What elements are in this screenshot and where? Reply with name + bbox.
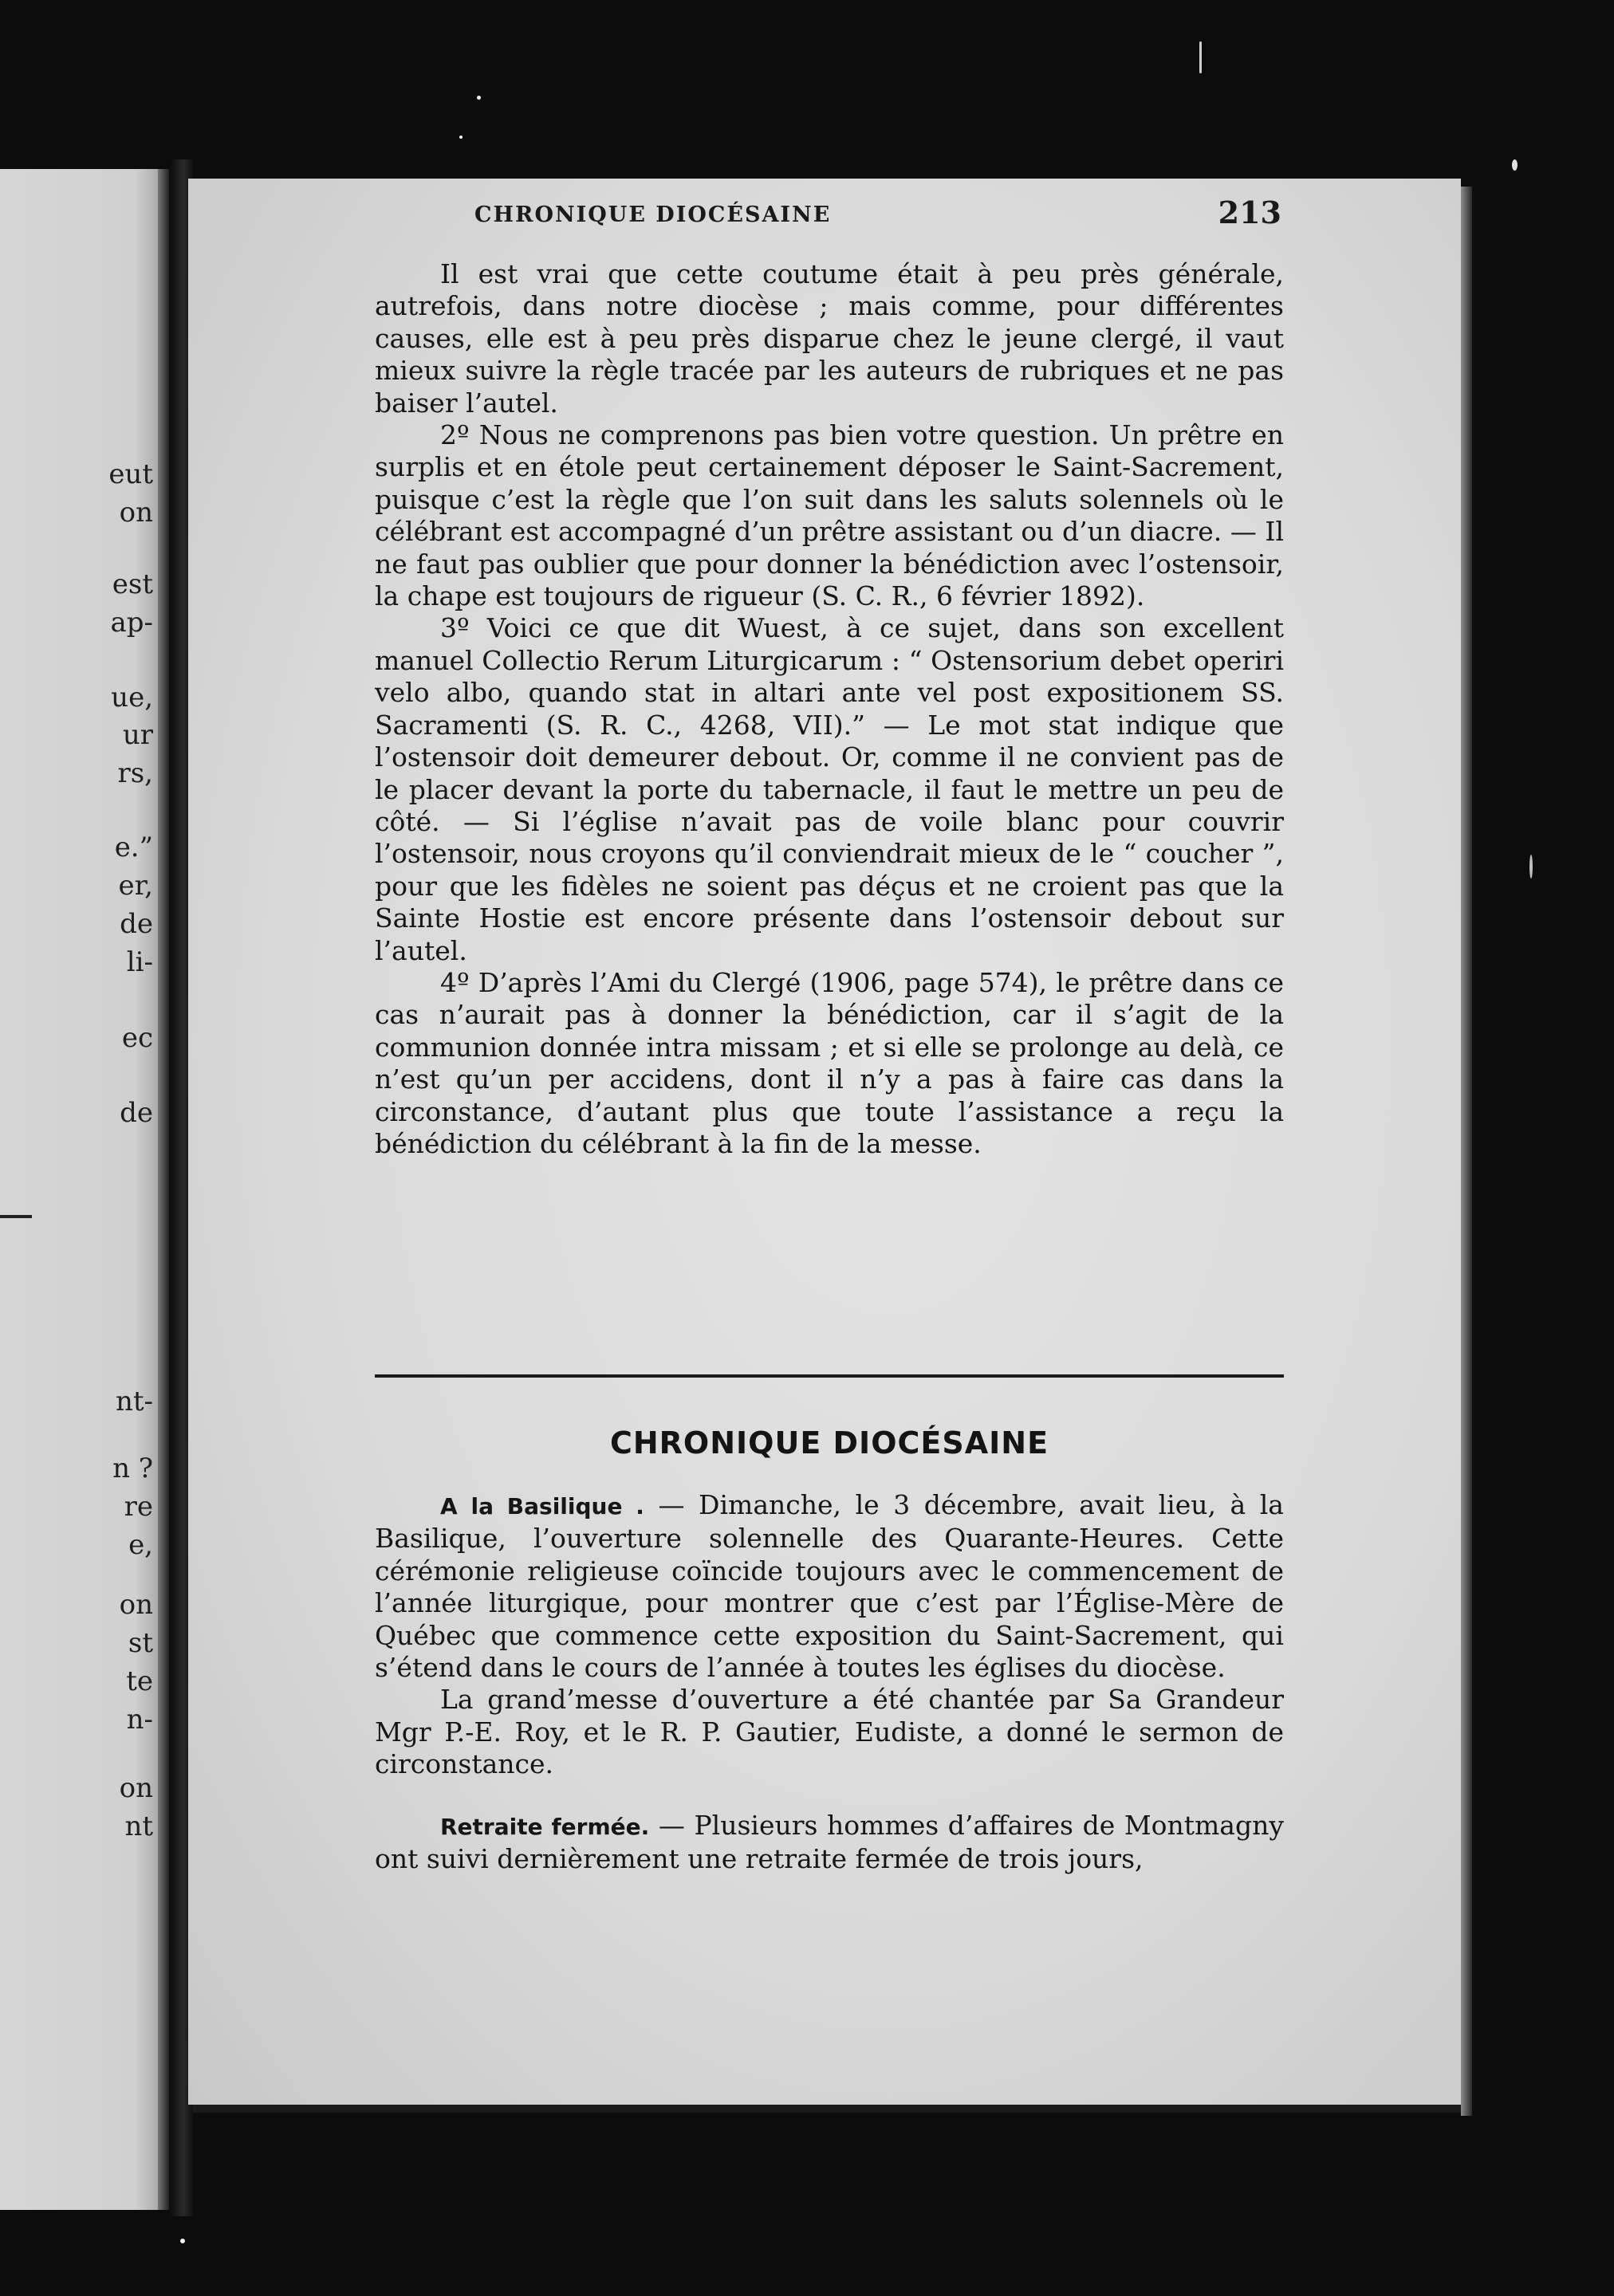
- paragraph: Il est vrai que cette coutume était à peu près générale, autrefois, dans notre diocèse ; mais comme, pour différentes causes, elle est à peu près disparue chez le jeune clergé, il vaut mieux suivre la règle tracée par les auteurs de rubriques et ne pas baiser l’autel.: [375, 258, 1284, 419]
- news-item: [375, 1684, 1284, 1780]
- news-text: — Plusieurs hommes d’affaires de Montmagny ont suivi dernièrement une retraite fermée de trois jours,: [375, 1809, 1284, 1875]
- facing-page-rule: [0, 1215, 32, 1218]
- dust-speck: [180, 2239, 185, 2243]
- page-number: 213: [1218, 195, 1281, 230]
- facing-page-fragment: e.”: [114, 832, 153, 863]
- facing-page-fragment: nt: [124, 1810, 153, 1842]
- news-heading: Retraite fermée.: [440, 1813, 650, 1840]
- running-header: [474, 195, 1281, 234]
- section-title: CHRONIQUE DIOCÉSAINE: [609, 1425, 1049, 1461]
- facing-page-fragment: ap-: [110, 607, 153, 639]
- facing-page-fragment: rs,: [117, 757, 153, 789]
- facing-page-fragment: on: [119, 1772, 153, 1804]
- facing-page-edge: [0, 169, 169, 2210]
- news-text: La grand’messe d’ouverture a été chantée par Sa Grandeur Mgr P.-E. Roy, et le R. P. Gautier, Eudiste, a donné le sermon de circonstance.: [375, 1684, 1284, 1780]
- facing-page-fragment: n ?: [112, 1453, 153, 1484]
- dust-speck: [477, 96, 481, 100]
- news-item: [375, 1489, 1284, 1684]
- facing-page-fragment: ue,: [111, 682, 153, 714]
- dust-speck: [1512, 159, 1518, 171]
- paragraph: 2º Nous ne comprenons pas bien votre question. Un prêtre en surplis et en étole peut certainement déposer le Saint-Sacrement, puisque c’est la règle que l’on suit dans les saluts solennels où le célébrant est accompagné d’un prêtre assistant ou d’un diacre. — Il ne faut pas oublier que pour donner la bénédiction avec l’ostensoir, la chape est toujours de rigueur (S. C. R., 6 février 1892).: [375, 419, 1284, 612]
- facing-page-shadow: [158, 169, 169, 2210]
- facing-page-fragment: te: [126, 1665, 153, 1697]
- facing-page-fragment: nt-: [115, 1386, 153, 1417]
- facing-page-fragment: e,: [128, 1529, 153, 1561]
- facing-page-fragment: on: [119, 497, 153, 529]
- facing-page-fragment: er,: [118, 870, 153, 902]
- entry-gap: [375, 1781, 1284, 1810]
- facing-page-fragment: est: [112, 568, 153, 600]
- facing-page-fragment: on: [119, 1589, 153, 1621]
- section-divider: [375, 1374, 1284, 1378]
- news-item: [375, 1810, 1284, 1876]
- dust-speck: [1529, 855, 1533, 879]
- facing-page-fragment: n-: [126, 1704, 153, 1736]
- facing-page-fragment: st: [128, 1627, 153, 1659]
- paragraph: 3º Voici ce que dit Wuest, à ce sujet, dans son excellent manuel Collectio Rerum Liturgicarum : “ Ostensorium debet operiri velo albo, quando stat in altari ante vel post expositionem SS. Sacramenti (S. R. C., 4268, VII).” — Le mot stat indique que l’ostensoir doit demeurer debout. Or, comme il ne convient pas de le placer devant la porte du tabernacle, il faut le mettre un peu de côté. — Si l’église n’avait pas de voile blanc pour couvrir l’ostensoir, nous croyons qu’il conviendrait mieux de le “ coucher ”, pour que les fidèles ne soient pas déçus et ne croient pas que la Sainte Hostie est encore présente dans l’ostensoir debout sur l’autel.: [375, 612, 1284, 966]
- running-title: CHRONIQUE DIOCÉSAINE: [474, 202, 832, 227]
- news-heading: A la Basilique .: [440, 1493, 644, 1520]
- news-text: — Dimanche, le 3 décembre, avait lieu, à la Basilique, l’ouverture solennelle des Quarante-Heures. Cette cérémonie religieuse coïncide toujours avec le commencement de l’année liturgique, pour montrer que c’est par l’Église-Mère de Québec que commence cette exposition du Saint-Sacrement, qui s’étend dans le cours de l’année à toutes les églises du diocèse.: [375, 1489, 1284, 1684]
- dust-speck: [459, 136, 463, 139]
- facing-page-fragment: ur: [122, 719, 153, 751]
- facing-page-fragment: li-: [126, 946, 153, 978]
- facing-page-fragment: re: [124, 1491, 153, 1523]
- facing-page-fragment: de: [120, 1097, 153, 1129]
- chronicle-entries: [375, 1489, 1284, 1875]
- hair-mark: [1199, 41, 1202, 73]
- facing-page-fragment: eut: [108, 458, 153, 490]
- facing-page-fragment: ec: [121, 1022, 153, 1054]
- paragraph: 4º D’après l’Ami du Clergé (1906, page 574), le prêtre dans ce cas n’aurait pas à donner la bénédiction, car il s’agit de la communion donnée intra missam ; et si elle se prolonge au delà, ce n’est qu’un per accidens, dont il n’y a pas à faire cas dans la circonstance, d’autant plus que toute l’assistance a reçu la bénédiction du célébrant à la fin de la messe.: [375, 966, 1284, 1159]
- facing-page-fragment: de: [120, 908, 153, 940]
- answer-text: [375, 258, 1284, 1160]
